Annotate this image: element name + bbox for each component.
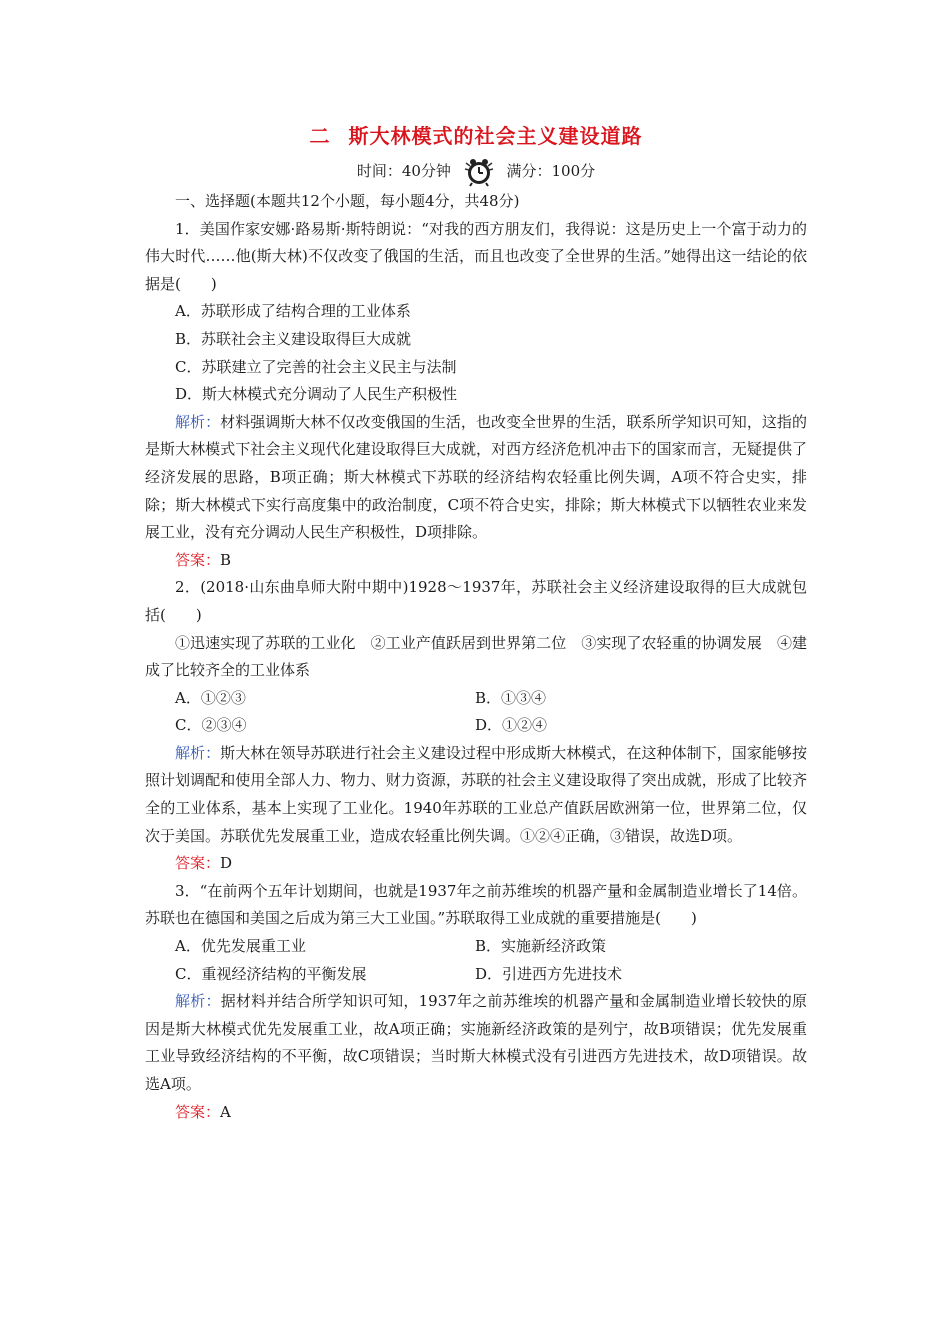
q3-analysis-text: 据材料并结合所学知识可知，1937年之前苏维埃的机器产量和金属制造业增长较快的原因是斯大林模式优先发展重工业，故A项正确；实施新经济政策的是列宁，故B项错误；优先发展重工业导致经济结构的不平衡，故C项错误；当时斯大林模式没有引进西方先进技术，故D项错误。故选A项。 bbox=[145, 992, 807, 1093]
title-text: 斯大林模式的社会主义建设道路 bbox=[348, 124, 643, 148]
q1-analysis-label: 解析： bbox=[175, 412, 221, 431]
question-3-stem: 3．“在前两个五年计划期间，也就是1937年之前苏维埃的机器产量和金属制造业增长了14倍。苏联也在德国和美国之后成为第三大工业国。”苏联取得工业成就的重要措施是( ) bbox=[145, 881, 807, 928]
q2-answer-label: 答案： bbox=[175, 854, 221, 873]
q3-option-c: C．重视经济结构的平衡发展 bbox=[175, 964, 367, 983]
q1-answer-label: 答案： bbox=[175, 550, 221, 569]
q2-answer bbox=[145, 850, 807, 878]
q2-analysis-label: 解析： bbox=[175, 743, 221, 762]
section-heading: 一、选择题(本题共12个小题，每小题4分，共48分) bbox=[175, 192, 520, 210]
q3-analysis-label: 解析： bbox=[175, 992, 221, 1011]
q3-analysis bbox=[145, 988, 807, 1098]
q2-option-d: D．①②④ bbox=[475, 716, 548, 735]
q1-answer bbox=[145, 547, 807, 575]
q3-answer bbox=[145, 1099, 807, 1127]
q2-options-row-2 bbox=[145, 712, 807, 740]
q2-answer-value: D bbox=[220, 854, 233, 873]
q1-option-c: C．苏联建立了完善的社会主义民主与法制 bbox=[175, 357, 457, 376]
alarm-clock-icon bbox=[462, 157, 496, 187]
q1-option-b: B．苏联社会主义建设取得巨大成就 bbox=[175, 329, 412, 348]
time-limit: 时间：40分钟 bbox=[356, 162, 451, 180]
q2-analysis-text: 斯大林在领导苏联进行社会主义建设过程中形成斯大林模式，在这种体制下，国家能够按照计划调配和使用全部人力、物力、财力资源，苏联的社会主义建设取得了突出成就，形成了比较齐全的工业体系，基本上实现了工业化。1940年苏联的工业总产值跃居欧洲第一位，世界第二位，仅次于美国。苏联优先发展重工业，造成农轻重比例失调。①②④正确，③错误，故选D项。 bbox=[145, 743, 807, 845]
q3-option-a: A．优先发展重工业 bbox=[175, 937, 306, 956]
q2-option-a: A．①②③ bbox=[175, 688, 246, 707]
q3-answer-value: A bbox=[220, 1102, 231, 1121]
q3-options-row-1 bbox=[145, 933, 807, 961]
q3-option-b: B．实施新经济政策 bbox=[475, 937, 607, 956]
q1-answer-value: B bbox=[220, 550, 232, 569]
q3-options-row-2 bbox=[145, 961, 807, 989]
q2-items: ①迅速实现了苏联的工业化 ②工业产值跃居到世界第二位 ③实现了农轻重的协调发展 ④建成了比较齐全的工业体系 bbox=[145, 633, 807, 680]
page-title bbox=[145, 118, 807, 154]
q1-analysis bbox=[145, 409, 807, 547]
q2-analysis bbox=[145, 740, 807, 850]
q1-option-a: A．苏联形成了结构合理的工业体系 bbox=[175, 302, 411, 321]
title-number: 二 bbox=[309, 124, 331, 148]
q1-analysis-text: 材料强调斯大林不仅改变俄国的生活，也改变全世界的生活，联系所学知识可知，这指的是斯大林模式下社会主义现代化建设取得巨大成就，对西方经济危机冲击下的国家而言，无疑提供了经济发展的思路，B项正确；斯大林模式下苏联的经济结构农轻重比例失调，A项不符合史实，排除；斯大林模式下实行高度集中的政治制度，C项不符合史实，排除；斯大林模式下以牺牲农业来发展工业，没有充分调动人民生产积极性，D项排除。 bbox=[145, 412, 807, 542]
time-score-line bbox=[145, 154, 807, 188]
full-score: 满分：100分 bbox=[506, 162, 596, 180]
q2-option-b: B．①③④ bbox=[475, 688, 547, 707]
q3-option-d: D．引进西方先进技术 bbox=[475, 964, 623, 983]
q2-option-c: C．②③④ bbox=[175, 716, 247, 735]
q2-options-row-1 bbox=[145, 685, 807, 713]
question-2-stem: 2．(2018·山东曲阜师大附中期中)1928～1937年，苏联社会主义经济建设取得的巨大成就包括( ) bbox=[145, 578, 807, 624]
document-page bbox=[145, 118, 807, 1126]
q3-answer-label: 答案： bbox=[175, 1102, 221, 1121]
q1-option-d: D．斯大林模式充分调动了人民生产积极性 bbox=[175, 385, 458, 404]
question-1-stem: 1．美国作家安娜·路易斯·斯特朗说：“对我的西方朋友们，我得说：这是历史上一个富于动力的伟大时代……他(斯大林)不仅改变了俄国的生活，而且也改变了全世界的生活。”她得出这一结论的依据是( ) bbox=[145, 219, 807, 293]
